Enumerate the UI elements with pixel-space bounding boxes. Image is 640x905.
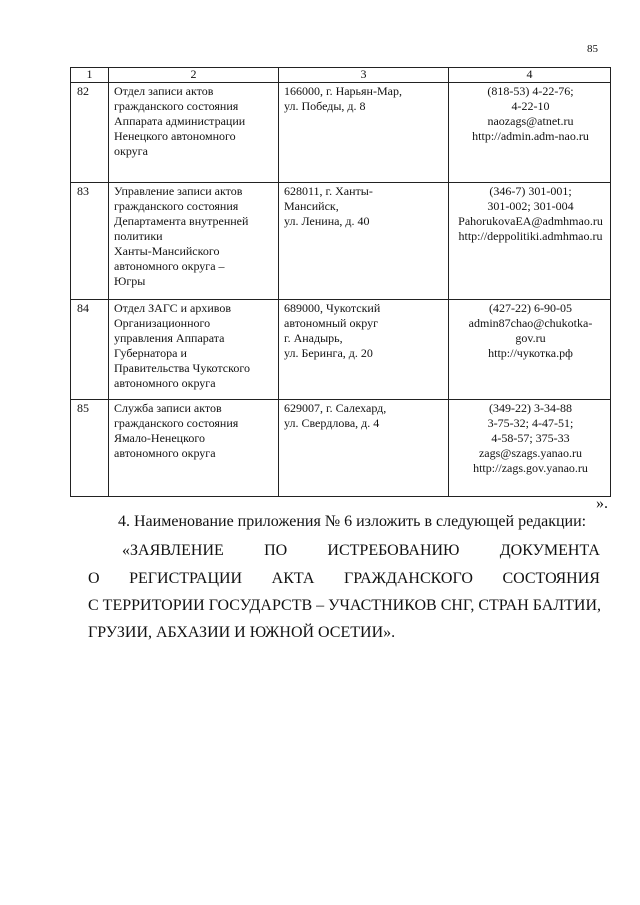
statement-title-line-1 bbox=[88, 542, 600, 560]
registry-table bbox=[70, 67, 611, 497]
column-header: 4 bbox=[449, 68, 611, 83]
office-name-line: Отдел ЗАГС и архивов bbox=[114, 301, 232, 315]
office-name-line: гражданского состояния bbox=[114, 416, 239, 430]
office-name-cell bbox=[109, 183, 279, 300]
address-cell bbox=[279, 83, 449, 183]
contact-line: http://zags.gov.yanao.ru bbox=[473, 461, 588, 475]
office-name-cell bbox=[109, 400, 279, 497]
address-line: 166000, г. Нарьян-Мар, bbox=[284, 84, 402, 98]
title-word: ИСТРЕБОВАНИЮ bbox=[327, 542, 460, 559]
office-name-cell bbox=[109, 300, 279, 400]
row-number: 83 bbox=[71, 183, 109, 300]
office-name-line: автономного округа bbox=[114, 376, 216, 390]
contact-line: 4-58-57; 375-33 bbox=[491, 431, 570, 445]
contact-line: (349-22) 3-34-88 bbox=[489, 401, 572, 415]
contact-line: (346-7) 301-001; bbox=[489, 184, 572, 198]
office-name-line: Ненецкого автономного bbox=[114, 129, 236, 143]
table-row bbox=[71, 400, 611, 497]
table-row bbox=[71, 300, 611, 400]
title-word: РЕГИСТРАЦИИ bbox=[129, 570, 243, 587]
title-word: ПО bbox=[264, 542, 288, 559]
office-name-line: автономного округа – bbox=[114, 259, 225, 273]
office-name-line: Служба записи актов bbox=[114, 401, 222, 415]
office-name-line: автономного округа bbox=[114, 446, 216, 460]
table-row bbox=[71, 83, 611, 183]
title-word: АКТА bbox=[271, 570, 315, 587]
office-name-line: Югры bbox=[114, 274, 146, 288]
address-cell bbox=[279, 400, 449, 497]
table-row bbox=[71, 183, 611, 300]
office-name-line: гражданского состояния bbox=[114, 99, 239, 113]
office-name-cell bbox=[109, 83, 279, 183]
contacts-cell bbox=[449, 83, 611, 183]
office-name-line: Губернатора и bbox=[114, 346, 187, 360]
closing-quote: ». bbox=[596, 495, 608, 512]
column-header: 3 bbox=[279, 68, 449, 83]
row-number: 84 bbox=[71, 300, 109, 400]
title-word: О bbox=[88, 570, 100, 587]
address-cell bbox=[279, 300, 449, 400]
title-text: С ТЕРРИТОРИИ ГОСУДАРСТВ – УЧАСТНИКОВ СНГ, СТРАН БАЛТИИ, bbox=[88, 597, 602, 614]
table-header-row bbox=[71, 68, 611, 83]
address-line: ул. Беринга, д. 20 bbox=[284, 346, 373, 360]
title-word: «ЗАЯВЛЕНИЕ bbox=[122, 542, 224, 559]
column-header: 1 bbox=[71, 68, 109, 83]
page-number: 85 bbox=[587, 43, 598, 55]
office-name-line: Аппарата администрации bbox=[114, 114, 246, 128]
office-name-line: округа bbox=[114, 144, 148, 158]
contact-line: 4-22-10 bbox=[511, 99, 550, 113]
contact-line: 3-75-32; 4-47-51; bbox=[487, 416, 574, 430]
office-name-line: Ямало-Ненецкого bbox=[114, 431, 205, 445]
contact-line: gov.ru bbox=[515, 331, 546, 345]
statement-title-line-4 bbox=[88, 624, 600, 642]
contact-line: PahorukovaEA@admhmao.ru bbox=[458, 214, 603, 228]
office-name-line: Департамента внутренней bbox=[114, 214, 249, 228]
address-line: ул. Свердлова, д. 4 bbox=[284, 416, 380, 430]
contact-line: http://deppolitiki.admhmao.ru bbox=[458, 229, 603, 243]
office-name-line: Управление записи актов bbox=[114, 184, 243, 198]
paragraph-heading: 4. Наименование приложения № 6 изложить в следующей редакции: bbox=[118, 513, 587, 530]
title-word: ДОКУМЕНТА bbox=[499, 542, 600, 559]
address-line: 629007, г. Салехард, bbox=[284, 401, 387, 415]
office-name-line: политики bbox=[114, 229, 163, 243]
contact-line: admin87chao@chukotka- bbox=[468, 316, 593, 330]
office-name-line: Организационного bbox=[114, 316, 211, 330]
office-name-line: Правительства Чукотского bbox=[114, 361, 250, 375]
title-word: ГРАЖДАНСКОГО bbox=[343, 570, 473, 587]
contact-line: naozags@atnet.ru bbox=[487, 114, 574, 128]
column-header: 2 bbox=[109, 68, 279, 83]
contacts-cell bbox=[449, 400, 611, 497]
row-number: 82 bbox=[71, 83, 109, 183]
row-number: 85 bbox=[71, 400, 109, 497]
address-line: ул. Ленина, д. 40 bbox=[284, 214, 370, 228]
title-text: ГРУЗИИ, АБХАЗИИ И ЮЖНОЙ ОСЕТИИ». bbox=[88, 624, 396, 641]
office-name-line: Ханты-Мансийского bbox=[114, 244, 220, 258]
address-line: ул. Победы, д. 8 bbox=[284, 99, 366, 113]
contact-line: (818-53) 4-22-76; bbox=[487, 84, 574, 98]
address-line: г. Анадырь, bbox=[284, 331, 343, 345]
statement-title-line-3 bbox=[88, 597, 600, 615]
address-line: 628011, г. Ханты- bbox=[284, 184, 373, 198]
contact-line: (427-22) 6-90-05 bbox=[489, 301, 572, 315]
address-line: 689000, Чукотский bbox=[284, 301, 381, 315]
contact-line: 301-002; 301-004 bbox=[487, 199, 574, 213]
statement-title-line-2 bbox=[88, 570, 600, 588]
contacts-cell bbox=[449, 300, 611, 400]
title-word: СОСТОЯНИЯ bbox=[502, 570, 600, 587]
office-name-line: Отдел записи актов bbox=[114, 84, 214, 98]
address-line: Мансийск, bbox=[284, 199, 339, 213]
contact-line: zags@szags.yanao.ru bbox=[478, 446, 582, 460]
contact-line: http://admin.adm-nao.ru bbox=[472, 129, 589, 143]
contacts-cell bbox=[449, 183, 611, 300]
contact-line: http://чукотка.рф bbox=[488, 346, 573, 360]
office-name-line: гражданского состояния bbox=[114, 199, 239, 213]
address-line: автономный округ bbox=[284, 316, 379, 330]
office-name-line: управления Аппарата bbox=[114, 331, 225, 345]
address-cell bbox=[279, 183, 449, 300]
